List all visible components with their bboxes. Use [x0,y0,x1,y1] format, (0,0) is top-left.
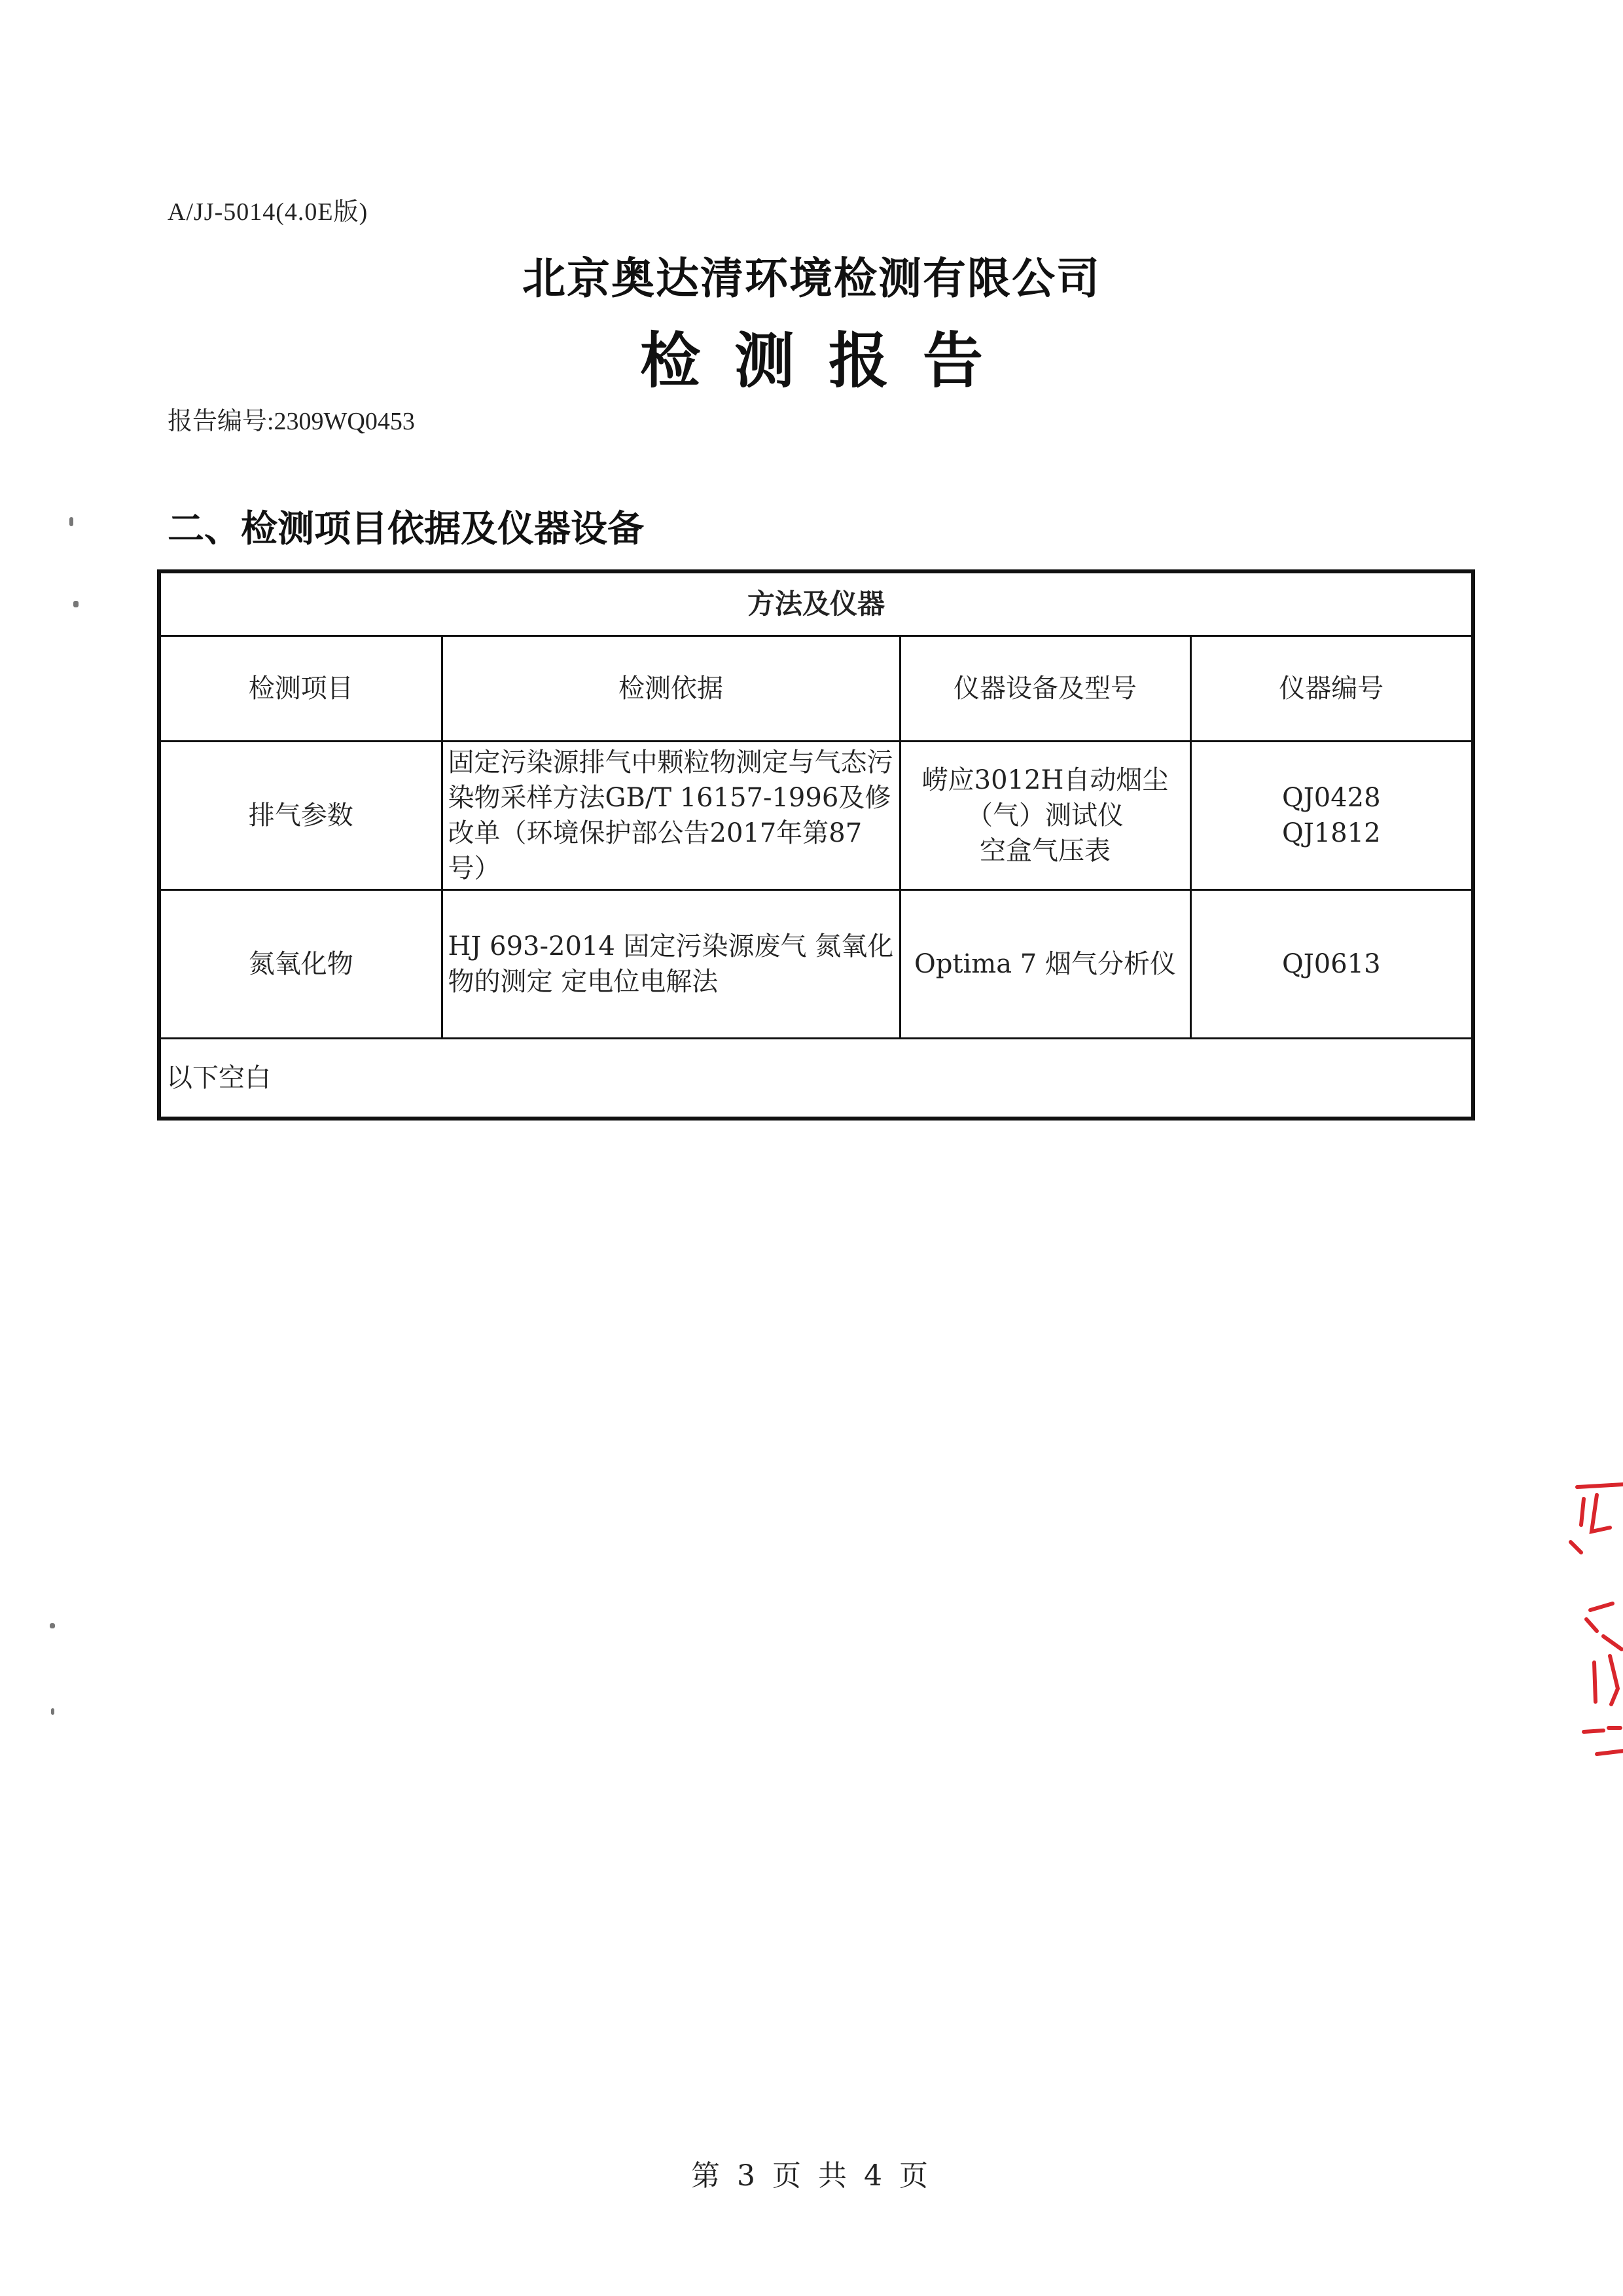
code-line: QJ0613 [1281,949,1381,979]
blank-note: 以下空白 [159,1039,1473,1119]
page-number: 第 3 页 共 4 页 [691,2159,932,2193]
seal-stamp-icon [1558,1479,1623,1787]
table-header-row [159,636,1473,742]
column-header-equipment: 仪器设备及型号 [900,636,1190,742]
scan-speck [73,601,79,607]
section-heading: 二、检测项目依据及仪器设备 [168,508,644,550]
row-codes [1190,742,1473,890]
column-header-code: 仪器编号 [1190,636,1473,742]
table-caption: 方法及仪器 [159,571,1473,636]
row-equipment [900,890,1190,1039]
company-name: 北京奥达清环境检测有限公司 [522,253,1101,304]
code-line: QJ1812 [1281,818,1381,848]
column-header-basis: 检测依据 [442,636,900,742]
row-equipment [900,742,1190,890]
blank-note-row [159,1039,1473,1119]
row-basis: HJ 693-2014 固定污染源废气 氮氧化物的测定 定电位电解法 [442,890,900,1039]
equipment-line: 空盒气压表 [980,836,1111,866]
equipment-line: （气）测试仪 [967,800,1124,831]
table-row [159,742,1473,890]
column-header-item: 检测项目 [159,636,442,742]
report-number: 报告编号:2309WQ0453 [168,408,415,435]
row-item: 排气参数 [159,742,442,890]
row-basis: 固定污染源排气中颗粒物测定与气态污染物采样方法GB/T 16157-1996及修改单（环境保护部公告2017年第87号） [442,742,900,890]
methods-table [157,569,1475,1121]
report-title: 检测报告 [639,326,1017,396]
row-item: 氮氧化物 [159,890,442,1039]
scan-speck [51,1708,54,1715]
row-codes [1190,890,1473,1039]
scan-speck [69,517,73,526]
equipment-line: Optima 7 烟气分析仪 [914,949,1176,979]
document-code: A/JJ-5014(4.0E版) [168,198,368,226]
equipment-line: 崂应3012H自动烟尘 [921,765,1169,795]
code-line: QJ0428 [1281,783,1381,813]
table-row [159,890,1473,1039]
scan-speck [50,1623,55,1628]
